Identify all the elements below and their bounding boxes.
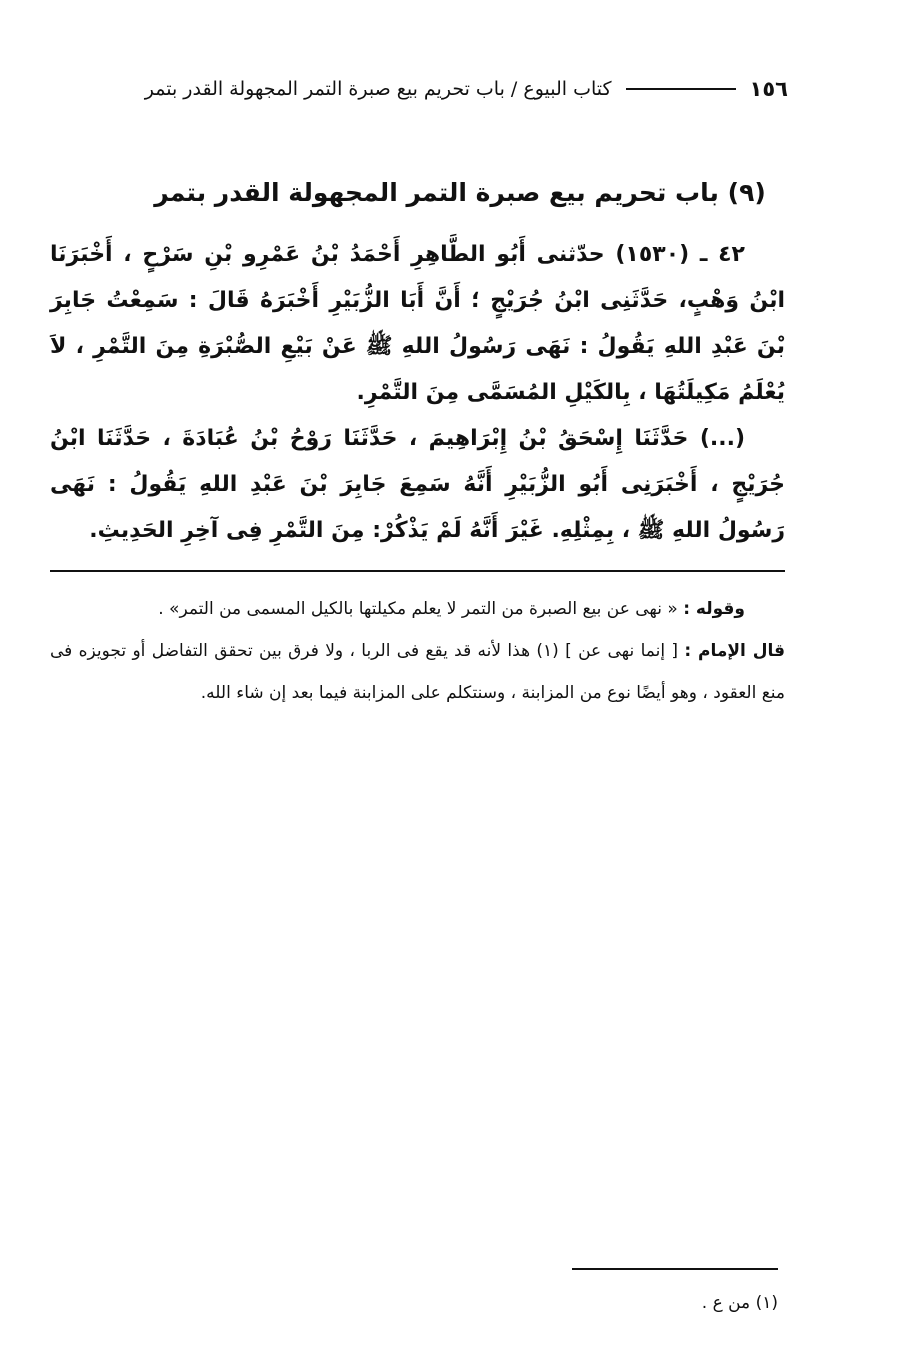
commentary-lead-1: وقوله : — [683, 599, 745, 619]
commentary-text-1: « نهى عن بيع الصبرة من التمر لا يعلم مكيلتها بالكيل المسمى من التمر» . — [158, 599, 678, 619]
commentary-line-2 — [50, 630, 785, 714]
commentary-line-1 — [50, 588, 785, 630]
hadith-text — [50, 232, 785, 554]
commentary-lead-2: قال الإمام : — [684, 641, 785, 661]
commentary-text-2: [ إنما نهى عن ] (١) هذا لأنه قد يقع فى الربا ، ولا فرق بين تحقق التفاضل أو تجويزه فى منع العقود ، وهو أيضًا نوع من المزابنة ، وسنتكلم على المزابنة فيما بعد إن شاء الله. — [50, 641, 785, 703]
footnote: (١) من ع . — [701, 1293, 778, 1313]
page-number: ١٥٦ — [749, 77, 788, 101]
commentary — [50, 588, 785, 714]
hadith-paragraph-2: (...) حَدَّثَنَا إِسْحَقُ بْنُ إِبْرَاهِيمَ ، حَدَّثَنَا رَوْحُ بْنُ عُبَادَةَ ، حَدَّثَنَا ابْنُ جُرَيْجٍ ، أَخْبَرَنِى أَبُو الزُّبَيْرِ أَنَّهُ سَمِعَ جَابِرَ بْنَ عَبْدِ اللهِ يَقُولُ : نَهَى رَسُولُ اللهِ ﷺ ، بِمِثْلِهِ. غَيْرَ أَنَّهُ لَمْ يَذْكُرْ: مِنَ التَّمْرِ فِى آخِرِ الحَدِيثِ. — [50, 426, 785, 543]
commentary-divider — [50, 570, 785, 572]
chapter-heading: (٩) باب تحريم بيع صبرة التمر المجهولة القدر بتمر — [154, 178, 766, 207]
header-rule — [626, 88, 736, 90]
hadith-paragraph-1: ٤٢ ـ (١٥٣٠) حدّثنى أَبُو الطَّاهِرِ أَحْمَدُ بْنُ عَمْرِو بْنِ سَرْحٍ ، أَخْبَرَنَا ابْنُ وَهْبٍ، حَدَّثَنِى ابْنُ جُرَيْجٍ ؛ أَنَّ أَبَا الزُّبَيْرِ أَخْبَرَهُ قَالَ : سَمِعْتُ جَابِرَ بْنَ عَبْدِ اللهِ يَقُولُ : نَهَى رَسُولُ اللهِ ﷺ عَنْ بَيْعِ الصُّبْرَةِ مِنَ التَّمْرِ ، لاَ يُعْلَمُ مَكِيلَتُهَا ، بِالكَيْلِ المُسَمَّى مِنَ التَّمْرِ. — [50, 242, 785, 405]
running-title: كتاب البيوع / باب تحريم بيع صبرة التمر المجهولة القدر بتمر — [144, 78, 612, 100]
footnote-divider — [572, 1268, 778, 1270]
running-header — [28, 72, 788, 106]
